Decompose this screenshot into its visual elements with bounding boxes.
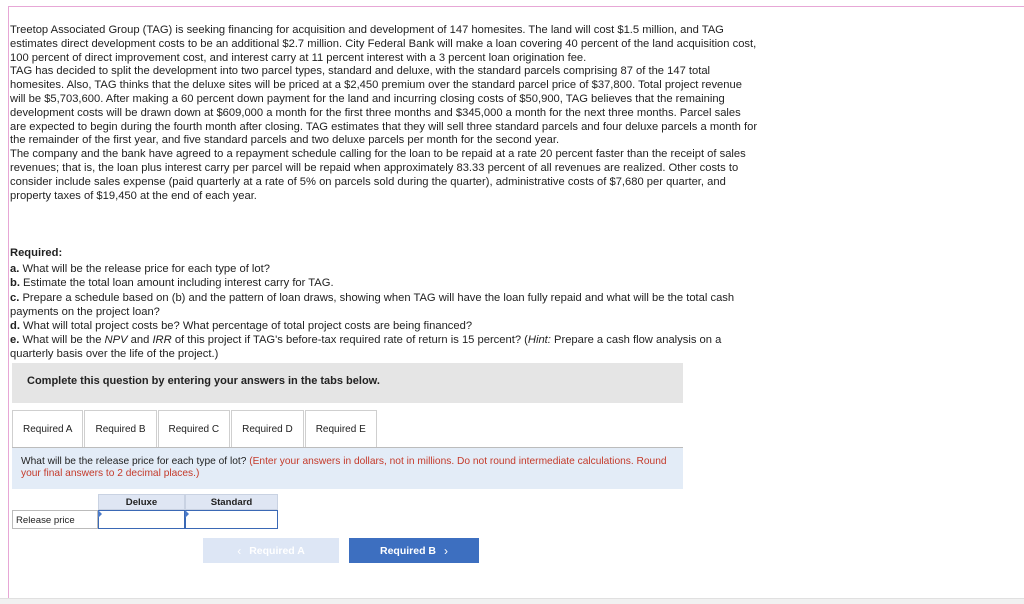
- row-label-release-price: Release price: [12, 510, 98, 529]
- next-tab-button[interactable]: [349, 538, 479, 563]
- tab-required-b[interactable]: Required B: [84, 410, 156, 447]
- input-marker-icon: [98, 510, 102, 518]
- required-item-e: e. What will be the NPV and IRR of this project if TAG's before-tax required rate of return is 15 percent? (Hint: Prepare a cash flow analysis on a quarterly basis over the life of the project.): [10, 334, 722, 361]
- question-box: [12, 448, 683, 489]
- standard-input-cell: [185, 510, 278, 529]
- required-item-d: d. What will total project costs be? What percentage of total project costs are being financed?: [10, 320, 473, 333]
- bottom-divider: [0, 598, 1024, 604]
- tab-required-c[interactable]: Required C: [158, 410, 231, 447]
- instructions-text: Complete this question by entering your answers in the tabs below.: [27, 375, 380, 387]
- next-tab-label: Required B: [379, 544, 436, 557]
- chevron-right-icon: ›: [444, 543, 448, 558]
- question-hint: (Enter your answers in dollars, not in millions. Do not round intermediate calculations. Round your final answers to 2 decimal places.): [21, 456, 667, 479]
- tab-bar: [12, 410, 378, 447]
- required-list: [10, 246, 750, 362]
- previous-tab-button[interactable]: [203, 538, 339, 563]
- standard-release-price-input[interactable]: [186, 511, 277, 528]
- problem-statement: [10, 24, 758, 203]
- column-header-deluxe: Deluxe: [98, 494, 185, 510]
- tab-required-d[interactable]: Required D: [231, 410, 304, 447]
- problem-paragraph-2: TAG has decided to split the development into two parcel types, standard and deluxe, with the standard parcels comprising 87 of the 147 total homesites. Also, TAG thinks that the deluxe sites will be priced at a $2,450 premium over the standard parcel price of $37,800. Total project revenue will be $5,703,600. After making a 60 percent down payment for the land and incurring closing costs of $50,900, TAG believes that the remaining development costs will be drawn down at $609,000 a month for the first three months and $345,000 a month for the next three months. Parcel sales are expected to begin during the fourth month after closing. TAG estimates that they will sell three standard parcels and four deluxe parcels a month for the remainder of the first year, and five standard parcels and two deluxe parcels per month for the second year.: [10, 65, 758, 147]
- chevron-left-icon: ‹: [237, 543, 242, 558]
- previous-tab-label: Required A: [249, 544, 305, 557]
- required-item-a: a. What will be the release price for each type of lot?: [10, 263, 270, 276]
- tab-required-e[interactable]: Required E: [305, 410, 377, 447]
- problem-paragraph-3: The company and the bank have agreed to a repayment schedule calling for the loan to be repaid at a rate 20 percent faster than the receipt of sales revenues; that is, the loan plus interest carry per parcel will be repaid when approximately 83.33 percent of all revenues are realized. Other costs to consider include sales expense (paid quarterly at a rate of 5% on parcels sold during the quarter), administrative costs of $7,680 per quarter, and property taxes of $19,450 at the end of each year.: [10, 148, 746, 202]
- column-header-standard: Standard: [185, 494, 278, 510]
- instructions-banner: [12, 363, 683, 403]
- input-marker-icon: [185, 510, 189, 518]
- required-item-c: c. Prepare a schedule based on (b) and the pattern of loan draws, showing when TAG will have the loan fully repaid and what will be the total cash payments on the project loan?: [10, 291, 735, 318]
- required-item-b: b. Estimate the total loan amount including interest carry for TAG.: [10, 277, 334, 290]
- deluxe-release-price-input[interactable]: [99, 511, 184, 528]
- question-text: What will be the release price for each type of lot?: [21, 456, 250, 467]
- problem-paragraph-1: Treetop Associated Group (TAG) is seeking financing for acquisition and development of 147 homesites. The land will cost $1.5 million, and TAG estimates direct development costs to be an additional $2.7 million. City Federal Bank will make a loan covering 40 percent of the land acquisition cost, 100 percent of direct improvement cost, and interest carry at 11 percent interest with a 3 percent loan origination fee.: [10, 24, 757, 64]
- deluxe-input-cell: [98, 510, 185, 529]
- required-heading: Required:: [10, 247, 63, 259]
- tab-required-a[interactable]: Required A: [12, 410, 83, 447]
